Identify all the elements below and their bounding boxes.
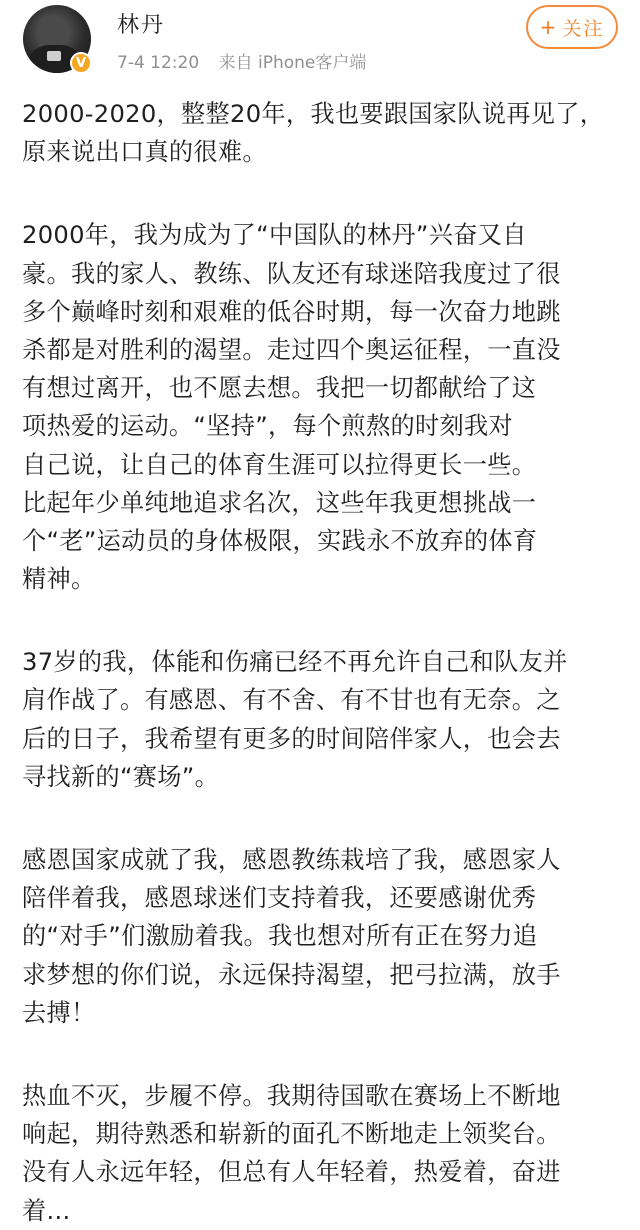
text-line: 感恩国家成就了我，感恩教练栽培了我，感恩家人 [22,846,561,874]
text-line: 自己说，让自己的体育生涯可以拉得更长一些。 [22,450,537,479]
text-line: 比起年少单纯地追求名次，这些年我更想挑战一 [22,488,537,517]
text-line: 响起，期待熟悉和崭新的面孔不断地走上领奖台。 [22,1120,561,1149]
post-paragraph [22,841,620,1032]
avatar-detail-shape [47,51,61,61]
text-line: 2000-2020，整整20年，我也要跟国家队说再见了， [22,100,605,128]
text-line: 陪伴着我，感恩球迷们支持着我，还要感谢优秀 [22,884,537,913]
post-time: 7-4 12:20 [117,53,200,73]
post-source: 来自 iPhone客户端 [218,53,367,73]
username[interactable]: 林丹 [117,13,166,38]
post-header [0,0,640,92]
follow-button[interactable] [526,5,618,49]
text-line: 多个巅峰时刻和艰难的低谷时期，每一次奋力地跳 [22,297,561,326]
text-line: 热血不灭，步履不停。我期待国歌在赛场上不断地 [22,1081,561,1110]
post-paragraph [22,216,620,598]
text-line: 项热爱的运动。“坚持”，每个煎熬的时刻我对 [22,412,513,441]
text-line: 杀都是对胜利的渴望。走过四个奥运征程，一直没 [22,335,561,364]
text-line: 有想过离开，也不愿去想。我把一切都献给了这 [22,374,537,403]
post-paragraph [22,95,620,171]
follow-label: 关注 [562,17,605,40]
text-line: 求梦想的你们说，永远保持渴望，把弓拉满，放手 [22,960,561,989]
text-line: 后的日子，我希望有更多的时间陪伴家人，也会去 [22,724,561,753]
post-body [22,95,620,1230]
text-line: 37岁的我，体能和伤痛已经不再允许自己和队友并 [22,648,568,677]
text-line: 着... [22,1196,71,1225]
text-line: 精神。 [22,565,96,594]
text-line: 寻找新的“赛场”。 [22,762,220,791]
plus-icon: + [539,15,559,39]
verified-v-icon: V [70,52,92,74]
post-paragraph [22,1077,620,1230]
post-meta [117,48,380,73]
text-line: 肩作战了。有感恩、有不舍、有不甘也有无奈。之 [22,686,561,715]
text-line: 的“对手”们激励着我。我也想对所有正在努力追 [22,922,538,951]
text-line: 原来说出口真的很难。 [22,138,267,167]
text-line: 去搏！ [22,998,96,1027]
post-paragraph [22,643,620,796]
text-line: 个“老”运动员的身体极限，实践永不放弃的体育 [22,526,538,555]
text-line: 2000年，我为成为了“中国队的林丹”兴奋又自 [22,221,527,250]
text-line: 豪。我的家人、教练、队友还有球迷陪我度过了很 [22,259,561,288]
text-line: 没有人永远年轻，但总有人年轻着，热爱着，奋进 [22,1158,561,1187]
